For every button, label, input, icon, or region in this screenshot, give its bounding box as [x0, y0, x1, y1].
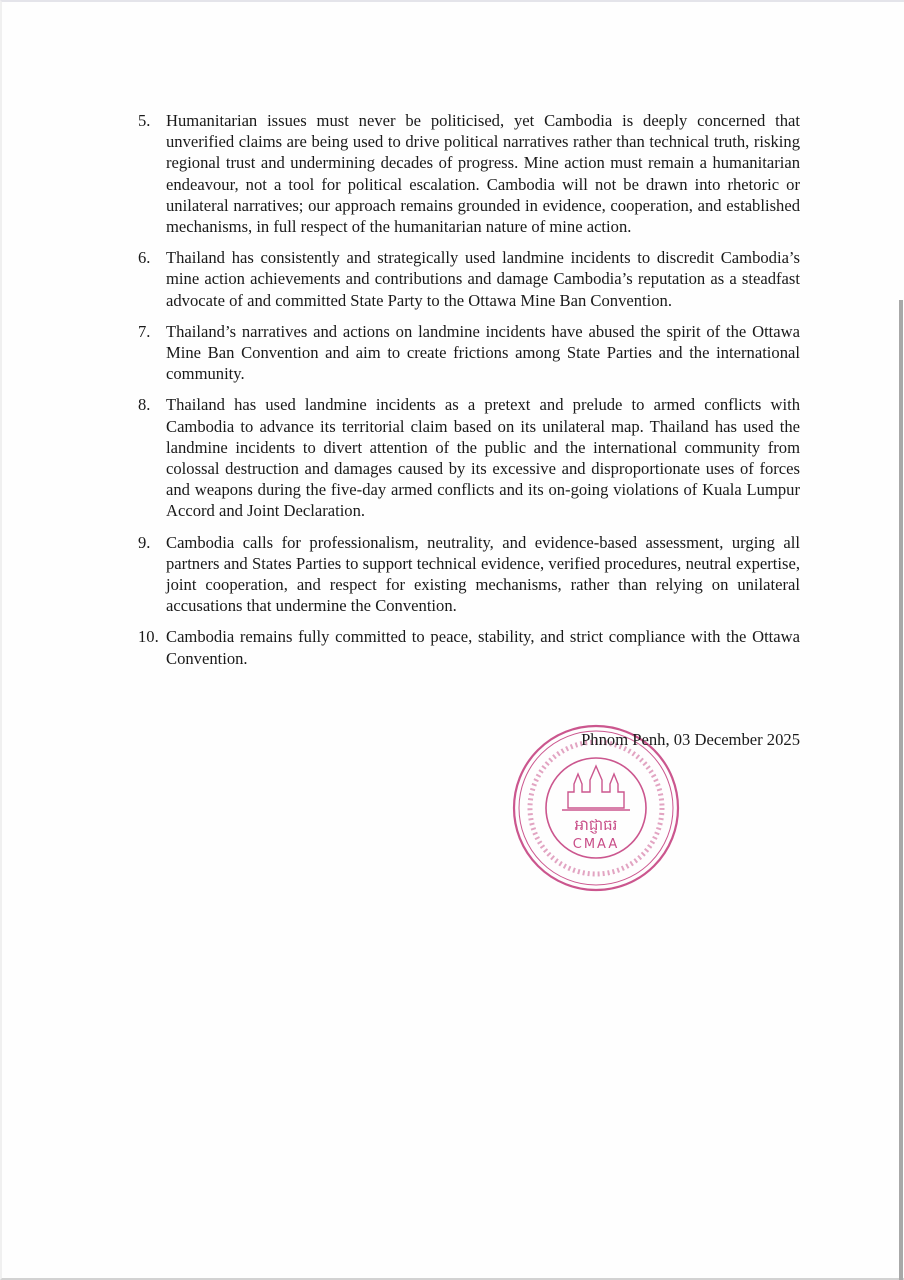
paragraph-text: Cambodia calls for professionalism, neutrality, and evidence-based assessment, urging all partners and States Parties to support technical evidence, verified procedures, neutral expertise, joint cooperation, and respect for existing mechanisms, rather than relying on unilateral accusations that undermine the Convention.	[166, 532, 800, 616]
paragraph-text: Thailand has used landmine incidents as a pretext and prelude to armed conflicts with Cambodia to advance its territorial claim based on its unilateral map. Thailand has used the landmine incidents to divert attention of the public and the international community from colossal destruction and damages caused by its excessive and disproportionate uses of forces and weapons during the five-day armed conflicts and its on-going violations of Kuala Lumpur Accord and Joint Declaration.	[166, 395, 800, 521]
paragraph-text: Thailand has consistently and strategically used landmine incidents to discredit Cambodia’s mine action achievements and contributions and damage Cambodia’s reputation as a steadfast advocate of and committed State Party to the Ottawa Mine Ban Convention.	[166, 248, 800, 310]
signature-block	[502, 718, 802, 898]
paragraph-5	[138, 110, 800, 237]
paragraph-number: 6.	[138, 248, 151, 268]
paragraph-number: 5.	[138, 111, 151, 130]
paragraph-text: Cambodia remains fully committed to peace, stability, and strict compliance with the Ottawa Convention.	[166, 627, 800, 668]
paragraph-number: 10.	[138, 627, 159, 647]
page-edge-shadow	[899, 300, 903, 1280]
paragraph-10	[138, 626, 800, 668]
paragraph-number: 9.	[138, 532, 151, 552]
paragraph-8	[138, 394, 800, 521]
paragraph-number: 8.	[138, 395, 151, 415]
paragraph-7	[138, 321, 800, 385]
seal-cmaa-text: CMAA	[572, 837, 620, 852]
paragraph-text: Humanitarian issues must never be politicised, yet Cambodia is deeply concerned that unverified claims are being used to drive political narratives rather than technical truth, risking regional trust and undermining decades of progress. Mine action must remain a humanitarian endeavour, not a tool for political escalation. Cambodia will not be drawn into rhetoric or unilateral narratives; our approach remains grounded in evidence, cooperation, and established mechanisms, in full respect of the humanitarian nature of mine action.	[166, 111, 800, 237]
paragraph-9	[138, 532, 800, 617]
place-and-date: Phnom Penh, 03 December 2025	[581, 730, 800, 749]
paragraph-6	[138, 247, 800, 311]
paragraph-text: Thailand’s narratives and actions on landmine incidents have abused the spirit of the Ottawa Mine Ban Convention and aim to create frictions among State Parties and the international community.	[166, 321, 800, 384]
paragraph-number: 7.	[138, 321, 151, 341]
seal-khmer-text: អាជ្ញាធរ	[574, 816, 618, 834]
document-body	[138, 110, 800, 679]
